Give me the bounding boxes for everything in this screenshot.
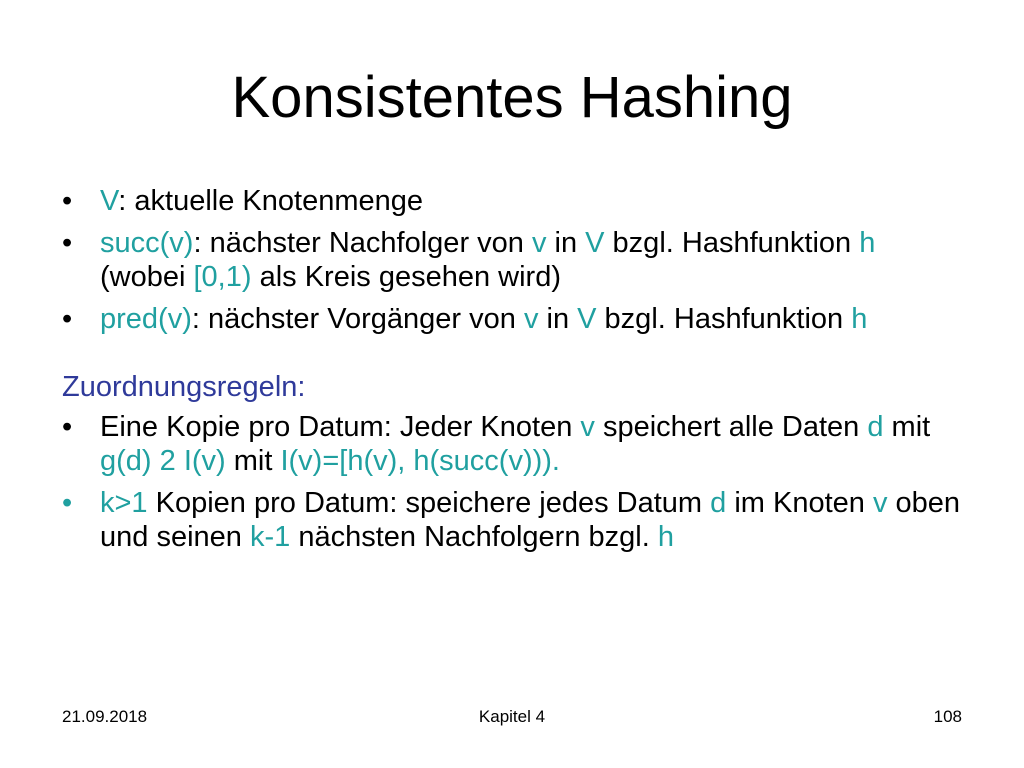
bullet-text: : nächster Nachfolger von xyxy=(193,227,532,259)
math-term: h xyxy=(851,303,868,335)
math-term: h xyxy=(657,521,674,553)
math-term: v xyxy=(872,487,888,519)
footer-date: 21.09.2018 xyxy=(62,707,148,726)
bullet-text: : nächster Vorgänger von xyxy=(191,303,524,335)
bullet-text: mit xyxy=(883,411,931,443)
rule-item xyxy=(62,486,962,554)
definition-item xyxy=(62,184,962,218)
bullet-text: Eine Kopie pro Datum: Jeder Knoten xyxy=(100,411,581,443)
math-term: k>1 xyxy=(100,487,148,519)
bullet-marker: • xyxy=(62,227,73,259)
bullet-text: speichert alle Daten xyxy=(594,411,868,443)
math-term: V xyxy=(100,185,119,217)
slide-title: Konsistentes Hashing xyxy=(231,65,793,130)
bullet-text: als Kreis gesehen wird) xyxy=(251,261,562,293)
math-term: d xyxy=(710,487,727,519)
math-term: [0,1) xyxy=(193,261,252,293)
math-term: succ(v) xyxy=(100,227,194,259)
footer-chapter: Kapitel 4 xyxy=(478,707,546,726)
math-term: v xyxy=(580,411,595,443)
bullet-text: in xyxy=(546,227,586,259)
math-term: h xyxy=(859,227,876,259)
bullet-text: mit xyxy=(225,445,281,477)
bullet-marker: • xyxy=(62,303,73,335)
bullet-text: im Knoten xyxy=(726,487,873,519)
math-term: k-1 xyxy=(249,521,291,553)
bullet-text: bzgl. Hashfunktion xyxy=(604,227,860,259)
footer-page-number: 108 xyxy=(933,707,962,726)
rule-item xyxy=(62,410,962,478)
math-term: pred(v) xyxy=(100,303,192,335)
bullet-marker: • xyxy=(62,411,73,443)
definition-item xyxy=(62,302,962,336)
math-term: v xyxy=(531,227,547,259)
bullet-list-definitions xyxy=(62,184,962,336)
bullet-text: oben und seinen xyxy=(100,487,961,553)
bullet-text: Kopien pro Datum: speichere jedes Datum xyxy=(147,487,711,519)
definition-item xyxy=(62,226,962,294)
bullet-text: nächsten Nachfolgern bzgl. xyxy=(290,521,658,553)
bullet-marker: • xyxy=(62,185,73,217)
math-term: V xyxy=(585,227,605,259)
bullet-text: : aktuelle Knotenmenge xyxy=(118,185,423,217)
math-term: V xyxy=(577,303,597,335)
math-term: I(v)=[h(v), h(succ(v))). xyxy=(280,445,560,477)
bullet-list-rules xyxy=(62,410,962,554)
bullet-text: (wobei xyxy=(100,261,194,293)
math-term: v xyxy=(523,303,539,335)
bullet-text: bzgl. Hashfunktion xyxy=(596,303,852,335)
slide-content xyxy=(62,184,962,562)
section-heading: Zuordnungsregeln: xyxy=(62,371,306,403)
bullet-marker: • xyxy=(62,487,73,519)
math-term: d xyxy=(867,411,884,443)
bullet-text: in xyxy=(538,303,578,335)
math-term: g(d) 2 I(v) xyxy=(100,445,226,477)
